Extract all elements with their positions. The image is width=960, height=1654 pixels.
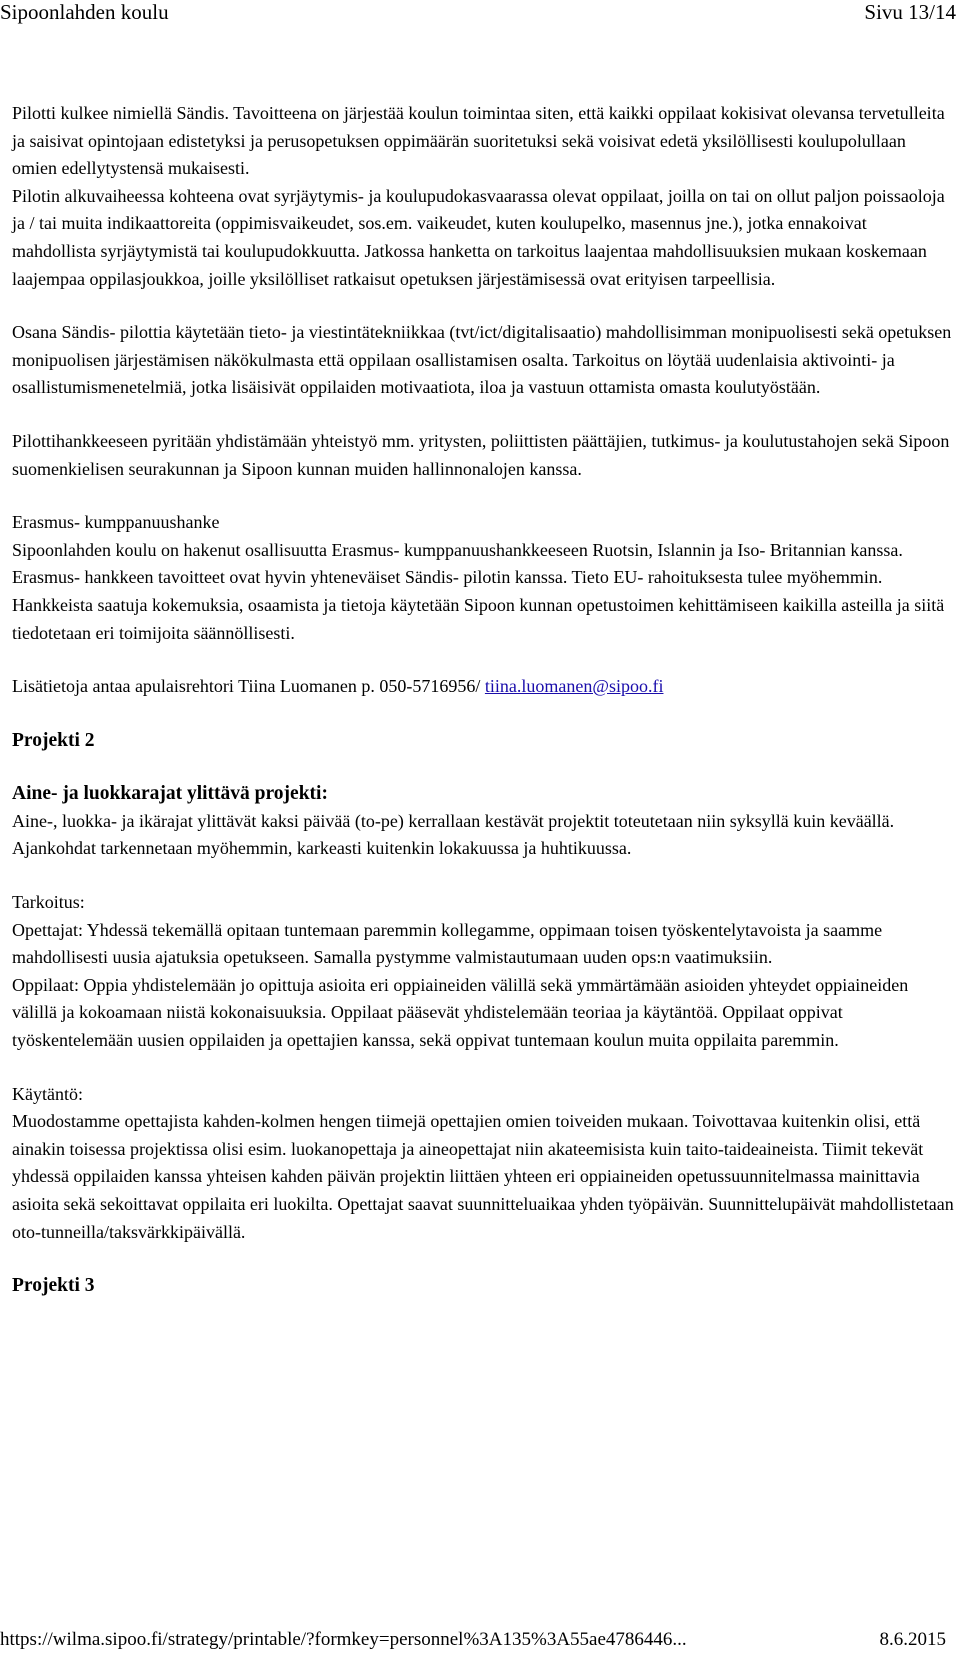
aine-text: Aine-, luokka- ja ikärajat ylittävät kaksi päivää (to-pe) kerrallaan kestävät projektit toteutetaan niin syksyllä kuin keväällä. Ajankohdat tarkennetaan myöhemmin, karkeasti kuitenkin lokakuussa ja huhtikuussa. — [12, 810, 895, 859]
contact-email-link[interactable]: tiina.luomanen@sipoo.fi — [484, 676, 664, 697]
header-school-name: Sipoonlahden koulu — [0, 0, 169, 24]
paragraph-tarkoitus — [12, 889, 954, 1055]
page-footer — [0, 1626, 960, 1654]
opettajat-text: Opettajat: Yhdessä tekemällä opitaan tuntemaan paremmin kollegamme, oppimaan toisen työskentelytavoista ja saamme mahdollisesti uusia ajatuksia opetukseen. Samalla pystymme valmistautumaan uuden ops:n vaatimuksiin. — [12, 919, 883, 968]
sandis-target-text: Pilotin alkuvaiheessa kohteena ovat syrjäytymis- ja koulupudokasvaarassa olevat oppilaat, joilla on tai on ollut paljon poissaoloja ja / tai muita indikaattoreita (oppimisvaikeudet, sos.em. vaikeudet, kuten koulupelko, masennus jne.), jotka ennakoivat mahdollista syrjäytymistä tai koulupudokkuutta. — [12, 185, 945, 261]
projekti-2-heading: Projekti 2 — [12, 729, 95, 751]
paragraph-aine — [12, 780, 954, 863]
paragraph-erasmus — [12, 509, 954, 647]
sandis-expansion-text: Jatkossa hanketta on tarkoitus laajentaa mahdollisuuksien mukaan koskemaan laajempaa oppilasjoukkoa, joille yksilölliset ratkaisut opetuksen järjestämisessä ovat erityisen tarpeellisia. — [12, 240, 927, 289]
footer-url: https://wilma.sipoo.fi/strategy/printable/?formkey=personnel%3A135%3A55ae4786446... — [0, 1629, 687, 1650]
tarkoitus-label: Tarkoitus: — [12, 892, 85, 913]
paragraph-ict: Osana Sändis- pilottia käytetään tieto- ja viestintätekniikkaa (tvt/ict/digitalisaatio) mahdollisimman monipuolisesti sekä opetuksen monipuolisen järjestämisen näkökulmasta että oppilaan osallistamisen osalta. Tarkoitus on löytää uudenlaisia aktivointi- ja osallistumismenetelmiä, jotka lisäisivät oppilaiden motivaatiota, iloa ja vastuun ottamista omasta koulutyöstään. — [12, 322, 952, 398]
sandis-goal-text: Tavoitteena on järjestää koulun toimintaa siten, että kaikki oppilaat kokisivat olevansa tervetulleita ja saisivat opintojaan edistetyksi ja perusopetuksen oppimäärän suoritetuksi sekä voisivat edetä yksilöllisesti koulupolullaan omien edellytystensä mukaisesti. — [12, 103, 945, 179]
paragraph-contact — [12, 673, 954, 701]
page-header — [0, 0, 960, 30]
contact-text: Lisätietoja antaa apulaisrehtori Tiina Luomanen p. 050-5716956/ — [12, 676, 485, 697]
kaytanto-text: Muodostamme opettajista kahden-kolmen hengen tiimejä opettajien omien toiveiden mukaan. Toivottavaa kuitenkin olisi, että ainakin toisessa projektissa olisi esim. luokanopettaja ja aineopettajat niin akateemisista kuin taito-taideaineista. Tiimit tekevät yhdessä oppilaiden kanssa yhteisen kahden päivän projektin liittäen yhteen eri oppiaineiden opetussuunnitelmassa mainittavia asioita sekä sekoittavat oppilaita eri luokilta. Opettajat saavat suunnitteluaikaa yhden työpäivän. Suunnittelupäivät mahdollistetaan oto-tunneilla/taksvärkkipäivällä. — [12, 1111, 954, 1242]
kaytanto-label: Käytäntö: — [12, 1083, 83, 1104]
paragraph-cooperation: Pilottihankkeeseen pyritään yhdistämään yhteistyö mm. yritysten, poliittisten päättäjien, tutkimus- ja koulutustahojen sekä Sipoon suomenkielisen seurakunnan ja Sipoon kunnan muiden hallinnonalojen kanssa. — [12, 430, 950, 479]
erasmus-title: Erasmus- kumppanuushanke — [12, 512, 220, 533]
document-body — [12, 100, 954, 1326]
hankkeista-text: Hankkeista saatuja kokemuksia, osaamista ja tietoja käytetään Sipoon kunnan opetustoimen kehittämiseen kaikilla asteilla ja siitä tiedotetaan eri toimijoita säännöllisesti. — [12, 594, 945, 643]
erasmus-text: Sipoonlahden koulu on hakenut osallisuutta Erasmus- kumppanuushankkeeseen Ruotsin, Islannin ja Iso- Britannian kanssa. Erasmus- hankkeen tavoitteet ovat hyvin yhteneväiset Sändis- pilotin kanssa. Tieto EU- rahoituksesta tulee myöhemmin. — [12, 539, 903, 588]
paragraph-kaytanto — [12, 1081, 954, 1247]
paragraph-sandis-intro — [12, 100, 954, 293]
footer-date: 8.6.2015 — [879, 1629, 946, 1650]
aine-heading: Aine- ja luokkarajat ylittävä projekti: — [12, 783, 328, 805]
oppilaat-text: Oppilaat: Oppia yhdistelemään jo opittuja asioita eri oppiaineiden välillä sekä ymmärtämään asioiden yhteydet oppiaineiden välillä ja kokoamaan niistä kokonaisuuksia. Oppilaat pääsevät yhdistelemään teoriaa ja käytäntöä. Oppilaat oppivat työskentelemään uusien oppilaiden ja opettajien kanssa, sekä oppivat tuntemaan koulun muita oppilaita paremmin. — [12, 974, 909, 1051]
projekti-3-heading: Projekti 3 — [12, 1275, 95, 1297]
header-page-number: Sivu 13/14 — [864, 0, 956, 24]
sandis-name-text: Pilotti kulkee nimiellä Sändis. — [12, 103, 229, 123]
